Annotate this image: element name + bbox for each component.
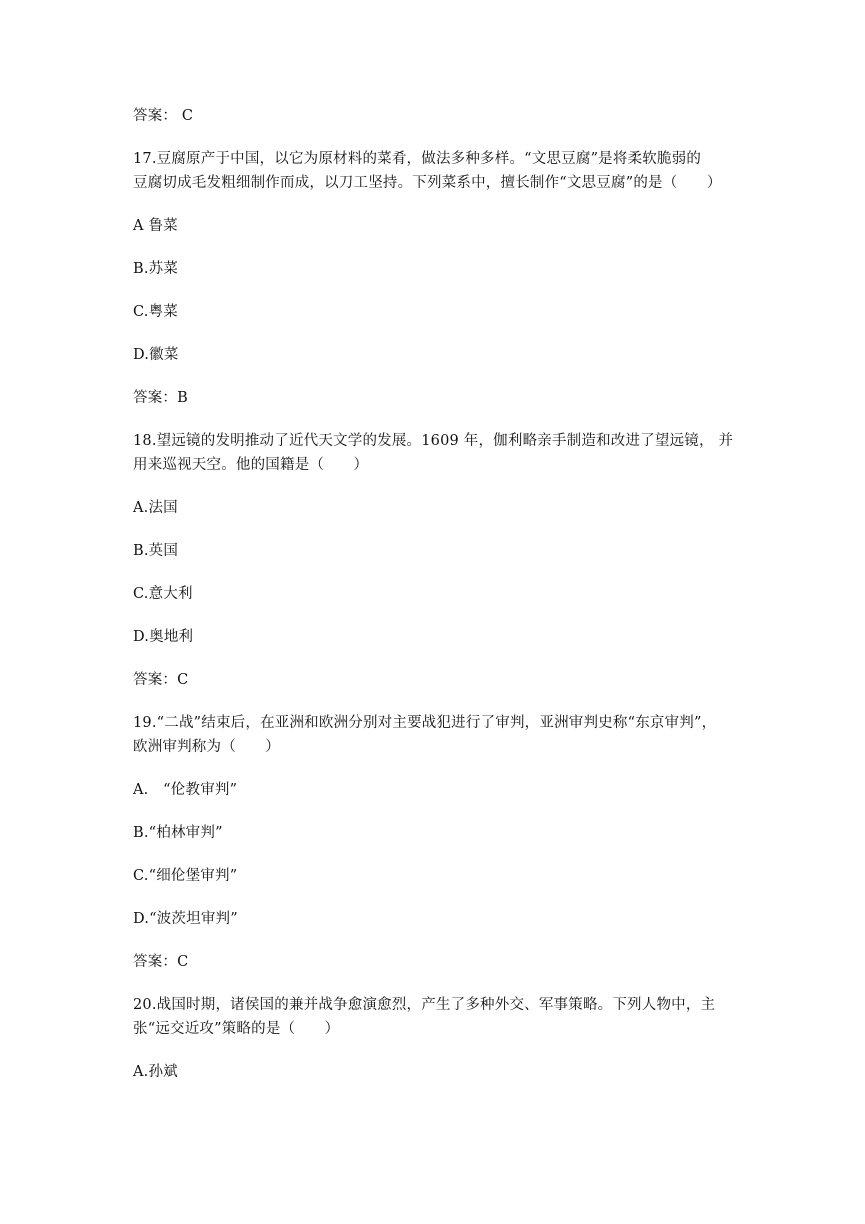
question-19-option-c: C.“细伦堡审判” bbox=[133, 868, 238, 884]
question-17-option-c: C.粤菜 bbox=[133, 304, 178, 320]
question-17-option-d: D.徽菜 bbox=[133, 347, 179, 363]
answer-16: 答案： C bbox=[133, 108, 194, 124]
question-18-line-2: 用来巡视天空。他的国籍是（ ） bbox=[133, 457, 369, 473]
answer-19: 答案：C bbox=[133, 954, 189, 970]
question-19-line-2: 欧洲审判称为（ ） bbox=[133, 739, 280, 755]
question-17-line-1: 17.豆腐原产于中国，以它为原材料的菜肴，做法多种多样。“文思豆腐”是将柔软脆弱的 bbox=[133, 151, 702, 167]
question-17-line-2: 豆腐切成毛发粗细制作而成，以刀工坚持。下列菜系中，擅长制作“文思豆腐”的是（ ） bbox=[133, 175, 722, 191]
question-18-option-d: D.奥地利 bbox=[133, 629, 194, 645]
question-17-option-b: B.苏菜 bbox=[133, 261, 179, 277]
question-19-option-d: D.“波茨坦审判” bbox=[133, 911, 238, 927]
question-18-option-c: C.意大利 bbox=[133, 586, 193, 602]
question-19-option-a: A. “伦教审判” bbox=[133, 782, 238, 798]
question-18-option-b: B.英国 bbox=[133, 543, 179, 559]
question-18-option-a: A.法国 bbox=[133, 500, 178, 516]
question-19-option-b: B.“柏林审判” bbox=[133, 825, 223, 841]
question-17-option-a: A 鲁菜 bbox=[133, 218, 178, 234]
question-20-line-1: 20.战国时期，诸侯国的兼并战争愈演愈烈，产生了多种外交、军事策略。下列人物中，主 bbox=[133, 997, 716, 1013]
answer-17: 答案：B bbox=[133, 390, 188, 406]
question-20-line-2: 张“远交近攻”策略的是（ ） bbox=[133, 1021, 340, 1037]
answer-18: 答案：C bbox=[133, 672, 189, 688]
question-20-option-a: A.孙斌 bbox=[133, 1064, 178, 1080]
question-19-line-1: 19.“二战”结束后，在亚洲和欧洲分别对主要战犯进行了审判，亚洲审判史称“东京审判”， bbox=[133, 715, 717, 731]
question-18-line-1: 18.望远镜的发明推动了近代天文学的发展。1609 年，伽利略亲手制造和改进了望远镜， 并 bbox=[133, 433, 734, 449]
